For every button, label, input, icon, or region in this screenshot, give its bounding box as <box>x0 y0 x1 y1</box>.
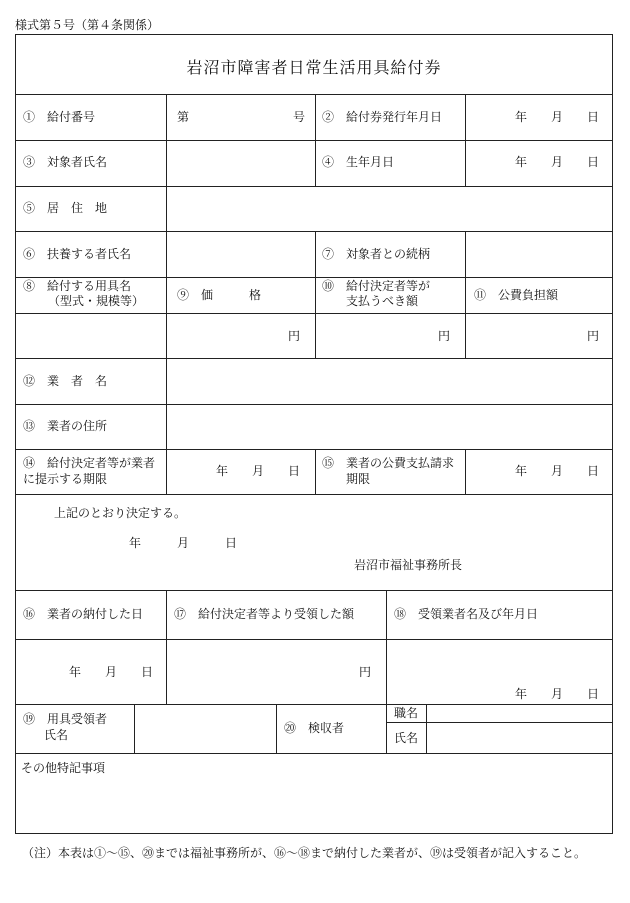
label-issue-date: ② 給付券発行年月日 <box>322 110 443 124</box>
go-suffix: 号 <box>293 110 306 124</box>
burden-yen: 円 <box>586 329 599 343</box>
receiving-date-value: 年 月 日 <box>514 687 599 701</box>
dai-prefix: 第 <box>177 110 190 124</box>
label-presentation-deadline: ⑭ 給付決定者等が業者 <box>23 456 156 470</box>
label-job-title: 職名 <box>394 706 419 720</box>
label-vendor-address: ⑬ 業者の住所 <box>23 419 108 433</box>
form-number: 様式第５号（第４条関係） <box>15 18 160 32</box>
presentation-deadline-value: 年 月 日 <box>215 464 300 478</box>
decision-text: 上記のとおり決定する。 <box>54 506 187 520</box>
label-public-burden: ⑪ 公費負担額 <box>474 288 559 302</box>
label-guardian-name: ⑥ 扶養する者氏名 <box>23 247 132 261</box>
label-receiving-vendor: ⑱ 受領業者名及び年月日 <box>394 607 539 621</box>
label-benefit-number: ① 給付番号 <box>23 110 96 124</box>
form-title: 岩沼市障害者日常生活用具給付券 <box>186 58 442 77</box>
decision-signer: 岩沼市福祉事務所長 <box>354 558 463 572</box>
decision-date: 年 月 日 <box>129 536 238 550</box>
label-recipient-name: ③ 対象者氏名 <box>23 155 108 169</box>
delivery-date-value: 年 月 日 <box>69 665 154 679</box>
issue-date-value: 年 月 日 <box>514 110 599 124</box>
label-claim-deadline: ⑮ 業者の公費支払請求 <box>322 456 455 470</box>
voucher-form <box>15 34 613 834</box>
label-relationship: ⑦ 対象者との続柄 <box>322 247 431 261</box>
label-inspector: ⑳ 検収者 <box>284 721 345 735</box>
label-presentation-deadline-2: に提示する期限 <box>23 472 108 486</box>
label-delivery-date: ⑯ 業者の納付した日 <box>23 607 144 621</box>
label-equipment-spec: （型式・規模等） <box>48 294 145 308</box>
birth-date-value: 年 月 日 <box>514 155 599 169</box>
label-vendor-name: ⑫ 業 者 名 <box>23 374 108 388</box>
label-equipment-receiver-name: 氏名 <box>44 728 69 742</box>
label-birth-date: ④ 生年月日 <box>322 155 395 169</box>
label-address: ⑤ 居 住 地 <box>23 201 108 215</box>
payment-yen: 円 <box>437 329 450 343</box>
price-yen: 円 <box>287 329 300 343</box>
label-recipient-payment: ⑩ 給付決定者等が <box>322 279 431 293</box>
label-other-notes: その他特記事項 <box>21 761 106 775</box>
claim-deadline-value: 年 月 日 <box>514 464 599 478</box>
label-price: ⑨ 価 格 <box>177 288 262 302</box>
received-amount-yen: 円 <box>358 665 371 679</box>
label-recipient-payment-2: 支払うべき額 <box>346 294 419 308</box>
label-equipment-receiver: ⑲ 用具受領者 <box>23 712 108 726</box>
label-equipment-name: ⑧ 給付する用具名 <box>23 279 132 293</box>
label-name: 氏名 <box>394 731 419 745</box>
label-received-amount: ⑰ 給付決定者等より受領した額 <box>174 607 355 621</box>
footnote: （注）本表は①～⑮、⑳までは福祉事務所が、⑯～⑱まで納付した業者が、⑲は受領者が記入すること。 <box>22 846 587 860</box>
label-claim-deadline-2: 期限 <box>346 472 371 486</box>
